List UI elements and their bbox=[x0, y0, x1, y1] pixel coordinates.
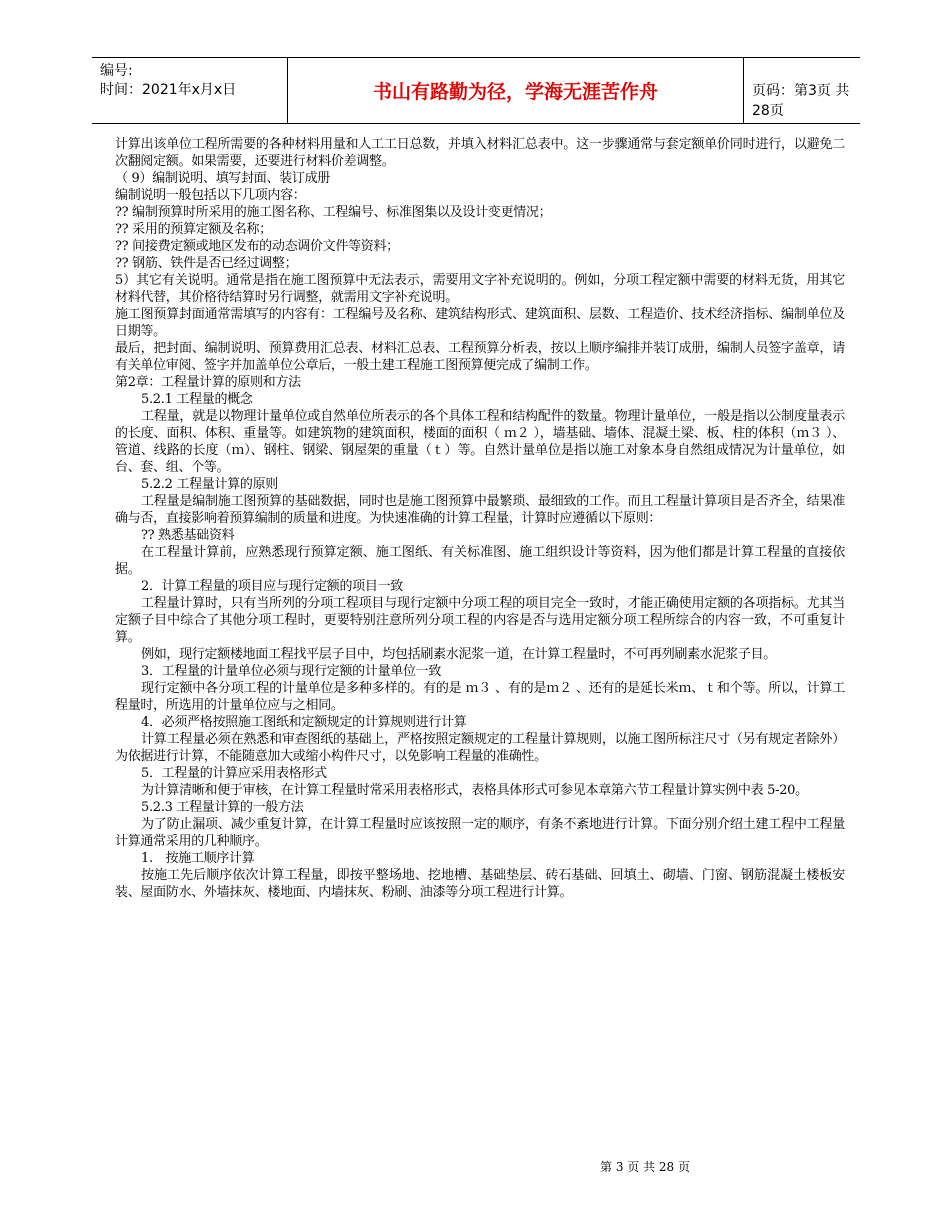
body-paragraph: 按施工先后顺序依次计算工程量，即按平整场地、挖地槽、基础垫层、砖石基础、回填土、砌墙、门窗、钢筋混凝土楼板安装、屋面防水、外墙抹灰、楼地面、内墙抹灰、粉刷、油漆等分项工程进行计算。 bbox=[115, 868, 845, 900]
body-paragraph: 在工程量计算前，应熟悉现行预算定额、施工图纸、有关标准图、施工组织设计等资料，因为他们都是计算工程量的直接依据。 bbox=[115, 545, 845, 577]
body-paragraph: 第2章：工程量计算的原则和方法 bbox=[115, 375, 301, 390]
page-header bbox=[92, 57, 860, 124]
body-paragraph: 为计算清晰和便于审核，在计算工程量时常采用表格形式，表格具体形式可参见本章第六节工程量计算实例中表 5-20。 bbox=[141, 783, 808, 798]
body-paragraph: 现行定额中各分项工程的计量单位是多种多样的。有的是 ｍ３ 、有的是ｍ２ 、还有的是延长米ｍ、ｔ和个等。所以，计算工程量时，所选用的计量单位应与之相同。 bbox=[115, 681, 845, 713]
body-paragraph: 5.2.1 工程量的概念 bbox=[141, 392, 253, 407]
body-paragraph: ?? 编制预算时所采用的施工图名称、工程编号、标准图集以及设计变更情况； bbox=[115, 205, 552, 220]
body-paragraph: 3．工程量的计量单位必须与现行定额的计量单位一致 bbox=[141, 664, 442, 679]
body-paragraph: （ 9）编制说明、填写封面、装订成册 bbox=[115, 171, 331, 186]
body-paragraph: 1. 按施工顺序计算 bbox=[141, 851, 255, 866]
body-paragraph: 计算工程量必须在熟悉和审查图纸的基础上，严格按照定额规定的工程量计算规则，以施工图所标注尺寸（另有规定者除外）为依据进行计算，不能随意加大或缩小构件尺寸，以免影响工程量的准确性。 bbox=[115, 732, 845, 764]
header-page-info: 页码：第3页 共28页 bbox=[752, 83, 850, 119]
header-motto: 书山有路勤为径，学海无涯苦作舟 bbox=[287, 58, 744, 123]
document-time: 时间：2021年x月x日 bbox=[100, 82, 237, 98]
body-paragraph: 5.2.3 工程量计算的一般方法 bbox=[141, 800, 304, 815]
body-paragraph: 编制说明一般包括以下几项内容： bbox=[115, 188, 306, 203]
body-paragraph: ?? 采用的预算定额及名称； bbox=[115, 222, 272, 237]
body-paragraph: 最后，把封面、编制说明、预算费用汇总表、材料汇总表、工程预算分析表，按以上顺序编排并装订成册，编制人员签字盖章，请有关单位审阅、签字并加盖单位公章后，一般土建工程施工图预算便完成了编制工作。 bbox=[115, 341, 845, 373]
document-body bbox=[115, 136, 845, 901]
body-paragraph: 工程量是编制施工图预算的基础数据，同时也是施工图预算中最繁琐、最细致的工作。而且工程量计算项目是否齐全，结果准确与否，直接影响着预算编制的质量和进度。为快速准确的计算工程量，计算时应遵循以下原则： bbox=[115, 494, 845, 526]
body-paragraph: 为了防止漏项、减少重复计算，在计算工程量时应该按照一定的顺序，有条不紊地进行计算。下面分别介绍土建工程中工程量计算通常采用的几种顺序。 bbox=[115, 817, 845, 849]
body-paragraph: 5.2.2 工程量计算的原则 bbox=[141, 477, 279, 492]
body-paragraph: 工程量，就是以物理计量单位或自然单位所表示的各个具体工程和结构配件的数量。物理计量单位，一般是指以公制度量表示的长度、面积、体积、重量等。如建筑物的建筑面积，楼面的面积（ ｍ２ ），墙基础、墙体、混凝土梁、板、柱的体积（ｍ３ ）、管道、线路的长度（ｍ）、钢柱、钢梁、钢屋架的重量（ｔ）等。自然计量单位是指以施工对象本身自然组成情况为计量单位，如台、套、组、个等。 bbox=[115, 409, 845, 475]
document-number-label: 编号: bbox=[100, 63, 133, 79]
body-paragraph: 计算出该单位工程所需要的各种材料用量和人工工日总数，并填入材料汇总表中。这一步骤通常与套定额单价同时进行，以避免二次翻阅定额。如果需要，还要进行材料价差调整。 bbox=[115, 137, 845, 169]
body-paragraph: 工程量计算时，只有当所列的分项工程项目与现行定额中分项工程的项目完全一致时，才能正确使用定额的各项指标。尤其当定额子目中综合了其他分项工程时，更要特别注意所列分项工程的内容是否与选用定额分项工程所综合的内容一致，不可重复计算。 bbox=[115, 596, 845, 645]
body-paragraph: 2．计算工程量的项目应与现行定额的项目一致 bbox=[141, 579, 403, 594]
body-paragraph: 施工图预算封面通常需填写的内容有：工程编号及名称、建筑结构形式、建筑面积、层数、工程造价、技术经济指标、编制单位及日期等。 bbox=[115, 307, 845, 339]
body-paragraph: ?? 钢筋、铁件是否已经过调整； bbox=[115, 256, 298, 271]
body-paragraph: 5）其它有关说明。通常是指在施工图预算中无法表示，需要用文字补充说明的。例如，分项工程定额中需要的材料无货，用其它材料代替，其价格待结算时另行调整，就需用文字补充说明。 bbox=[115, 273, 845, 305]
body-paragraph: 例如，现行定额楼地面工程找平层子目中，均包括刷素水泥浆一道，在计算工程量时，不可再列刷素水泥浆子目。 bbox=[141, 647, 777, 662]
page-footer: 第 3 页 共 28 页 bbox=[600, 1160, 690, 1174]
body-paragraph: ?? 间接费定额或地区发布的动态调价文件等资料； bbox=[115, 239, 399, 254]
header-meta bbox=[100, 62, 236, 100]
body-paragraph: 4．必须严格按照施工图纸和定额规定的计算规则进行计算 bbox=[141, 715, 467, 730]
body-paragraph: ?? 熟悉基础资料 bbox=[141, 528, 235, 543]
body-paragraph: 5．工程量的计算应采用表格形式 bbox=[141, 766, 327, 781]
